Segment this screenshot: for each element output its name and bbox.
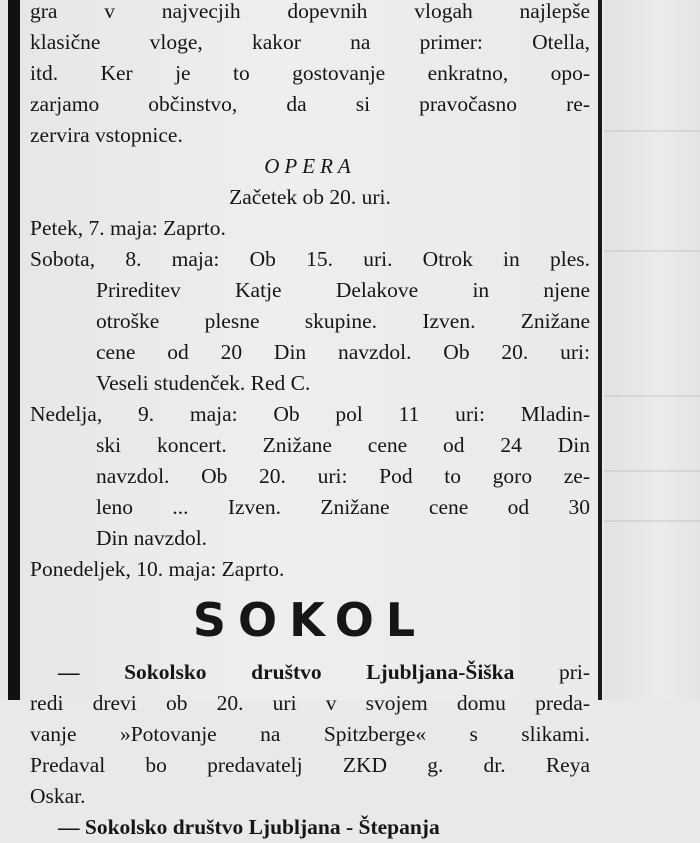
schedule-sunday-line: Din navzdol.: [96, 526, 208, 550]
schedule-sunday: Nedelja, 9. maja: Ob pol 11 uri: Mladin-: [30, 402, 590, 426]
left-column-rule: [8, 0, 20, 700]
right-column-rule: [598, 0, 602, 700]
schedule-saturday-line: Prireditev Katje Delakove in njene: [96, 278, 590, 302]
sokol-item-1-lead-rest: pri-: [514, 660, 590, 684]
schedule-sunday-line: navzdol. Ob 20. uri: Pod to goro ze-: [96, 464, 590, 488]
sokol-item-1-lead: [30, 657, 590, 688]
schedule-monday: Ponedeljek, 10. maja: Zaprto.: [30, 557, 285, 581]
schedule-friday: Petek, 7. maja: Zaprto.: [30, 216, 226, 240]
opera-start-time: Začetek ob 20. uri.: [229, 185, 391, 209]
schedule-sunday-line: ski koncert. Znižane cene od 24 Din: [96, 433, 590, 457]
schedule-saturday-line: Veseli studenček. Red C.: [96, 371, 311, 395]
adjacent-column-bleed: [604, 0, 700, 700]
sokol-heading: SOKOL: [192, 593, 428, 647]
intro-line: gra v najvecjih dopevnih vlogah najlepše: [30, 0, 590, 23]
schedule-saturday-line: otroške plesne skupine. Izven. Znižane: [96, 309, 590, 333]
intro-line: klasične vloge, kakor na primer: Otella,: [30, 30, 590, 54]
sokol-item-1-line: Oskar.: [30, 784, 86, 808]
schedule-saturday-line: cene od 20 Din navzdol. Ob 20. uri:: [96, 340, 590, 364]
article-column: [30, 0, 590, 843]
opera-heading: OPERA: [264, 154, 356, 178]
intro-line: zarjamo občinstvo, da si pravočasno re-: [30, 92, 590, 116]
sokol-item-1-org: — Sokolsko društvo Ljubljana-Šiška: [58, 660, 515, 684]
schedule-saturday: Sobota, 8. maja: Ob 15. uri. Otrok in ples.: [30, 247, 590, 271]
sokol-item-2-org: — Sokolsko društvo Ljubljana - Štepanja: [58, 815, 440, 839]
schedule-sunday-line: leno ... Izven. Znižane cene od 30: [96, 495, 590, 519]
sokol-item-1-line: redi drevi ob 20. uri v svojem domu preda-: [30, 691, 590, 715]
sokol-item-1-line: Predaval bo predavatelj ZKD g. dr. Reya: [30, 753, 590, 777]
sokol-item-1-line: vanje »Potovanje na Spitzberge« s slikami.: [30, 722, 590, 746]
sokol-item-2-lead: [30, 812, 590, 843]
intro-line: zervira vstopnice.: [30, 123, 183, 147]
intro-line: itd. Ker je to gostovanje enkratno, opo-: [30, 61, 590, 85]
